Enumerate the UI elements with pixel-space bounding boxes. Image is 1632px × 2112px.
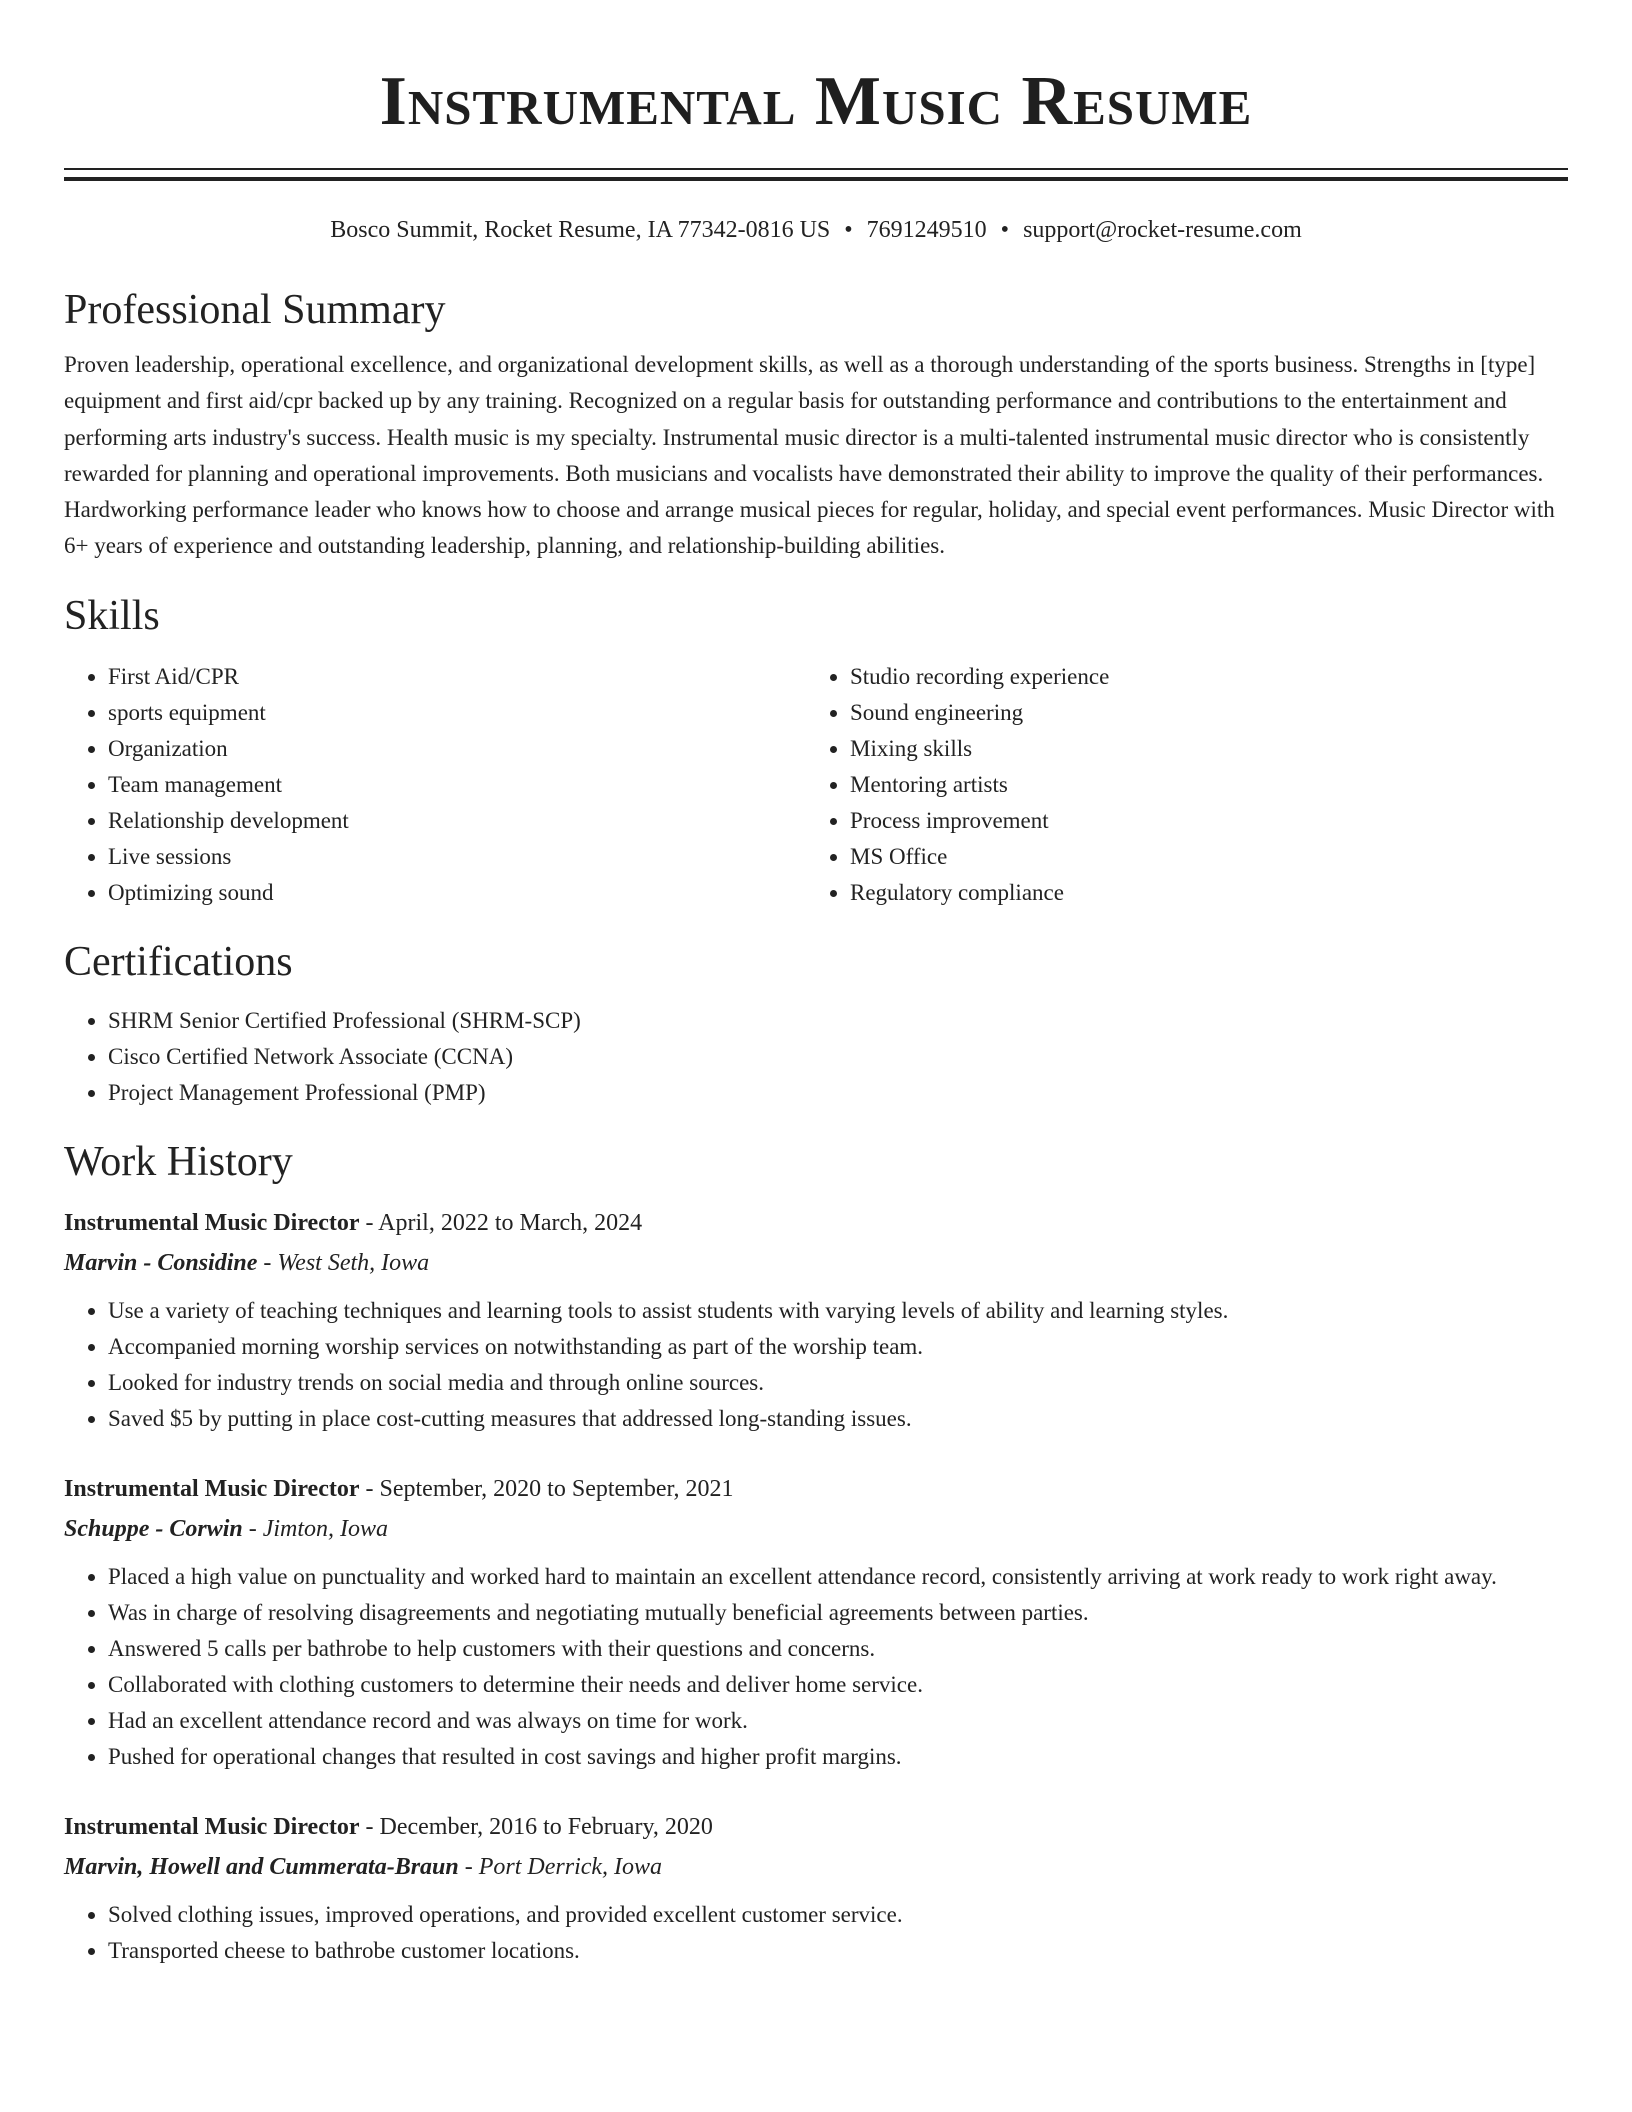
title-rule-thick xyxy=(64,177,1568,181)
skills-grid xyxy=(64,659,1568,911)
job-entry xyxy=(64,1807,1568,1969)
contact-address: Bosco Summit, Rocket Resume, IA 77342-0816 US xyxy=(330,217,831,243)
resume-page xyxy=(64,0,1568,1969)
skill-item: • Mentoring artists xyxy=(850,767,1548,803)
skills-column-right xyxy=(806,659,1548,911)
skill-item: • First Aid/CPR xyxy=(108,659,806,695)
certifications-section xyxy=(64,937,1568,1111)
job-duty: • Looked for industry trends on social media and through online sources. xyxy=(108,1365,1568,1401)
job-header: Instrumental Music Director - April, 2022 to March, 2024 xyxy=(64,1209,643,1236)
summary-text: Proven leadership, operational excellence, and organizational development skills, as well as a thorough understanding of the sports business. Strengths in [type] equipment and first aid/cpr backed up by any training. Recognized on a regular basis for outstanding performance and contributions to the entertainment and performing arts industry's success. Health music is my specialty. Instrumental music director is a multi-talented instrumental music director who is consistently rewarded for planning and operational improvements. Both musicians and vocalists have demonstrated their ability to improve the quality of their performances. Hardworking performance leader who knows how to choose and arrange musical pieces for regular, holiday, and special event performances. Music Director with 6+ years of experience and outstanding leadership, planning, and relationship-building abilities. xyxy=(64,352,1555,559)
job-title: Instrumental Music Director xyxy=(64,1475,360,1502)
contact-separator: • xyxy=(844,217,853,243)
job-duty: • Placed a high value on punctuality and worked hard to maintain an excellent attendance record, consistently arriving at work ready to work right away. xyxy=(108,1559,1568,1595)
certification-item: • Cisco Certified Network Associate (CCNA) xyxy=(108,1039,1568,1075)
certifications-heading: Certifications xyxy=(64,938,293,985)
skill-item: • Sound engineering xyxy=(850,695,1548,731)
job-title: Instrumental Music Director xyxy=(64,1813,360,1840)
job-entry xyxy=(64,1469,1568,1775)
contact-email: support@rocket-resume.com xyxy=(1023,217,1302,243)
contact-phone: 7691249510 xyxy=(866,217,987,243)
job-entry xyxy=(64,1203,1568,1437)
job-duty: • Solved clothing issues, improved operations, and provided excellent customer service. xyxy=(108,1897,1568,1933)
skill-item: • Organization xyxy=(108,731,806,767)
job-duty: • Accompanied morning worship services on notwithstanding as part of the worship team. xyxy=(108,1329,1568,1365)
job-duty: • Collaborated with clothing customers to determine their needs and deliver home service. xyxy=(108,1667,1568,1703)
skills-heading: Skills xyxy=(64,592,160,639)
job-location: Jimton, Iowa xyxy=(262,1515,389,1542)
skills-column-left xyxy=(64,659,806,911)
job-title: Instrumental Music Director xyxy=(64,1209,360,1236)
job-duties-list xyxy=(64,1897,1568,1969)
work-history-heading: Work History xyxy=(64,1138,293,1185)
skills-list-right xyxy=(806,659,1548,911)
title-rule-thin xyxy=(64,168,1568,170)
job-header: Instrumental Music Director - December, 2016 to February, 2020 xyxy=(64,1813,713,1840)
job-duties-list xyxy=(64,1559,1568,1775)
summary-section xyxy=(64,285,1568,565)
work-history-section xyxy=(64,1137,1568,1969)
job-employer: Marvin - Considine - West Seth, Iowa xyxy=(64,1249,430,1276)
job-header: Instrumental Music Director - September, 2020 to September, 2021 xyxy=(64,1475,734,1502)
skills-list-left xyxy=(64,659,806,911)
skill-item: • Relationship development xyxy=(108,803,806,839)
certification-item: • Project Management Professional (PMP) xyxy=(108,1075,1568,1111)
skill-item: • Regulatory compliance xyxy=(850,875,1548,911)
contact-separator: • xyxy=(1000,217,1010,243)
job-duty: • Pushed for operational changes that resulted in cost savings and higher profit margins. xyxy=(108,1739,1568,1775)
job-company: Marvin - Considine xyxy=(64,1249,258,1276)
certification-item: • SHRM Senior Certified Professional (SHRM-SCP) xyxy=(108,1003,1568,1039)
certifications-list xyxy=(64,1003,1568,1111)
job-duty: • Saved $5 by putting in place cost-cutting measures that addressed long-standing issues. xyxy=(108,1401,1568,1437)
skill-item: • sports equipment xyxy=(108,695,806,731)
skills-section xyxy=(64,591,1568,911)
summary-heading: Professional Summary xyxy=(64,287,446,333)
skill-item: • Mixing skills xyxy=(850,731,1548,767)
job-duty: • Had an excellent attendance record and was always on time for work. xyxy=(108,1703,1568,1739)
job-duty: • Use a variety of teaching techniques and learning tools to assist students with varying levels of ability and learning styles. xyxy=(108,1293,1568,1329)
job-employer: Marvin, Howell and Cummerata-Braun - Port Derrick, Iowa xyxy=(64,1853,663,1880)
job-company: Schuppe - Corwin xyxy=(64,1515,243,1542)
job-dates: April, 2022 to March, 2024 xyxy=(378,1209,643,1236)
job-employer: Schuppe - Corwin - Jimton, Iowa xyxy=(64,1515,389,1542)
skill-item: • Optimizing sound xyxy=(108,875,806,911)
skill-item: • Team management xyxy=(108,767,806,803)
job-duty: • Answered 5 calls per bathrobe to help customers with their questions and concerns. xyxy=(108,1631,1568,1667)
job-duty: • Transported cheese to bathrobe customer locations. xyxy=(108,1933,1568,1969)
skill-item: • Studio recording experience xyxy=(850,659,1548,695)
job-location: Port Derrick, Iowa xyxy=(478,1853,663,1880)
contact-line xyxy=(64,215,1568,245)
skill-item: • Live sessions xyxy=(108,839,806,875)
skill-item: • MS Office xyxy=(850,839,1548,875)
job-duties-list xyxy=(64,1293,1568,1437)
job-dates: September, 2020 to September, 2021 xyxy=(379,1475,734,1502)
job-duty: • Was in charge of resolving disagreements and negotiating mutually beneficial agreements between parties. xyxy=(108,1595,1568,1631)
skill-item: • Process improvement xyxy=(850,803,1548,839)
job-location: West Seth, Iowa xyxy=(277,1249,430,1276)
job-dates: December, 2016 to February, 2020 xyxy=(379,1813,713,1840)
resume-title: Instrumental Music Resume xyxy=(379,63,1253,140)
job-company: Marvin, Howell and Cummerata-Braun xyxy=(64,1853,459,1880)
